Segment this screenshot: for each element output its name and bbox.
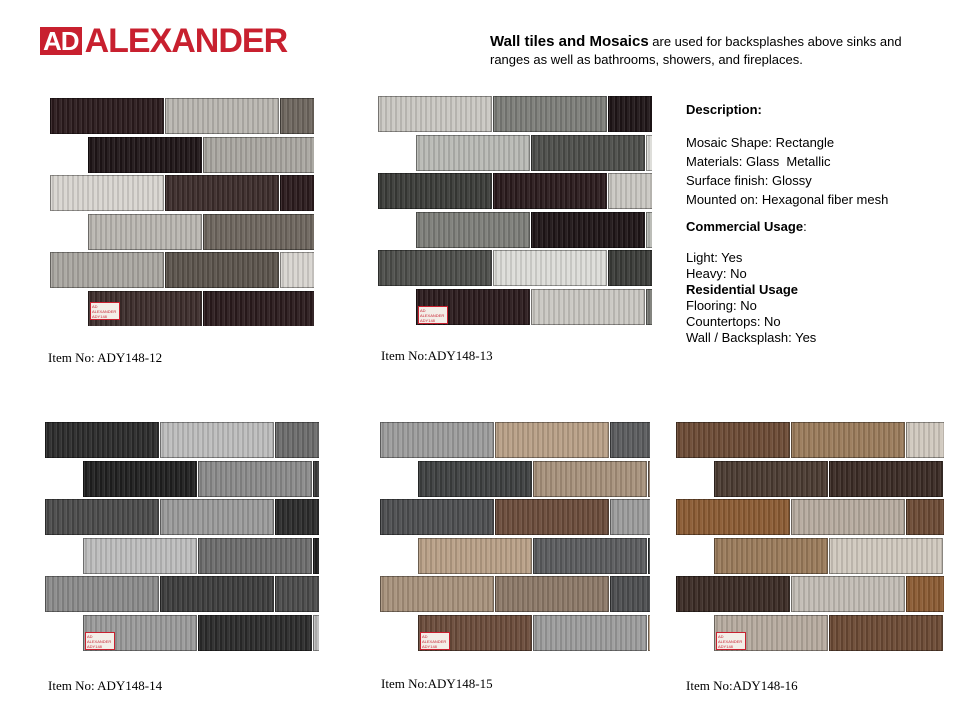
tile-row (378, 250, 652, 288)
tile-row (88, 291, 314, 327)
tile-image-ady148-14 (45, 422, 319, 656)
mosaic-brick (791, 422, 905, 458)
tile-row (714, 461, 944, 499)
tile-row (676, 576, 944, 614)
label-sticker: AD ALEXANDER ADY148 (420, 632, 450, 650)
tile-image-ady148-16 (676, 422, 944, 656)
mosaic-brick (829, 461, 943, 497)
mosaic-brick (198, 538, 312, 574)
mosaic-brick (378, 96, 492, 132)
logo-wordmark: ALEXANDER (84, 22, 288, 60)
tile-image-ady148-12 (50, 98, 314, 326)
mosaic-brick (313, 461, 319, 497)
tile-row (83, 538, 319, 576)
mosaic-brick (280, 98, 314, 134)
item-caption: Item No:ADY148-16 (686, 678, 798, 693)
item-caption: Item No:ADY148-13 (381, 348, 493, 363)
mosaic-brick (50, 252, 164, 288)
mosaic-brick (280, 175, 314, 211)
intro-title: Wall tiles and Mosaics (490, 33, 649, 50)
mosaic-brick (676, 576, 790, 612)
tile-image-ady148-13 (378, 96, 652, 330)
tile-row (45, 576, 319, 614)
mosaic-brick (646, 212, 652, 248)
tile-row (45, 422, 319, 460)
logo-mark: AD (40, 27, 82, 55)
mosaic-brick (610, 576, 650, 612)
mosaic-brick (646, 289, 652, 325)
intro-text (490, 33, 930, 69)
mosaic-brick (275, 576, 319, 612)
mosaic-brick (531, 289, 645, 325)
label-sticker: AD ALEXANDER ADY148 (418, 306, 448, 324)
tile-row (418, 461, 650, 499)
tile-row (418, 538, 650, 576)
mosaic-brick (380, 576, 494, 612)
tile-row (378, 96, 652, 134)
mosaic-brick (646, 135, 652, 171)
tile-row (380, 576, 650, 614)
usage-countertops: Countertops: No (686, 314, 781, 329)
mosaic-brick (160, 499, 274, 535)
mosaic-brick (378, 173, 492, 209)
tile-row (88, 137, 314, 175)
spec-shape: Mosaic Shape: Rectangle (686, 135, 835, 150)
mosaic-brick (495, 422, 609, 458)
mosaic-brick (495, 499, 609, 535)
commercial-heading: Commercial Usage: (686, 219, 807, 234)
spec-finish: Surface finish: Glossy (686, 173, 812, 188)
mosaic-brick (648, 615, 650, 651)
mosaic-brick (313, 615, 319, 651)
mosaic-brick (608, 96, 652, 132)
mosaic-brick (610, 422, 650, 458)
mosaic-brick (416, 135, 530, 171)
mosaic-brick (198, 615, 312, 651)
tile-row (416, 289, 652, 327)
tile-row (676, 499, 944, 537)
mosaic-brick (495, 576, 609, 612)
mosaic-brick (45, 422, 159, 458)
mosaic-brick (829, 538, 943, 574)
mosaic-brick (906, 576, 944, 612)
tile-row (378, 173, 652, 211)
mosaic-brick (648, 461, 650, 497)
label-sticker: AD ALEXANDER ADY148 (85, 632, 115, 650)
tile-row (380, 499, 650, 537)
mosaic-brick (88, 137, 202, 173)
mosaic-brick (608, 250, 652, 286)
mosaic-brick (203, 291, 314, 327)
mosaic-brick (493, 250, 607, 286)
mosaic-brick (676, 499, 790, 535)
mosaic-brick (791, 499, 905, 535)
tile-row (50, 175, 314, 213)
tile-row (714, 615, 944, 653)
item-caption: Item No: ADY148-12 (48, 350, 163, 365)
mosaic-brick (648, 538, 650, 574)
tile-row (45, 499, 319, 537)
item-caption: Item No:ADY148-15 (381, 676, 493, 691)
mosaic-brick (165, 98, 279, 134)
residential-heading: Residential Usage (686, 282, 798, 297)
mosaic-brick (203, 214, 314, 250)
mosaic-brick (608, 173, 652, 209)
mosaic-brick (160, 576, 274, 612)
mosaic-brick (275, 499, 319, 535)
label-sticker: AD ALEXANDER ADY148 (716, 632, 746, 650)
mosaic-brick (418, 461, 532, 497)
tile-row (50, 98, 314, 136)
usage-flooring: Flooring: No (686, 298, 757, 313)
mosaic-brick (906, 422, 944, 458)
mosaic-brick (531, 135, 645, 171)
intro-body: are used for backsplashes above sinks and ranges as well as bathrooms, showers, and fireplaces. (490, 34, 902, 67)
usage-light: Light: Yes (686, 250, 743, 265)
mosaic-brick (165, 175, 279, 211)
mosaic-brick (493, 173, 607, 209)
mosaic-brick (533, 538, 647, 574)
item-caption: Item No: ADY148-14 (48, 678, 163, 693)
mosaic-brick (83, 461, 197, 497)
mosaic-brick (275, 422, 319, 458)
mosaic-brick (313, 538, 319, 574)
tile-row (83, 615, 319, 653)
mosaic-brick (160, 422, 274, 458)
tile-row (416, 212, 652, 250)
description-heading: Description: (686, 102, 762, 117)
tile-row (416, 135, 652, 173)
product-description (686, 100, 946, 346)
mosaic-brick (714, 461, 828, 497)
usage-wall: Wall / Backsplash: Yes (686, 330, 817, 345)
mosaic-brick (418, 538, 532, 574)
tile-row (88, 214, 314, 252)
brand-logo (40, 22, 288, 60)
mosaic-brick (533, 461, 647, 497)
mosaic-brick (50, 175, 164, 211)
mosaic-brick (906, 499, 944, 535)
tile-row (83, 461, 319, 499)
mosaic-brick (165, 252, 279, 288)
mosaic-brick (610, 499, 650, 535)
mosaic-brick (45, 499, 159, 535)
label-sticker: AD ALEXANDER ADY148 (90, 302, 120, 320)
mosaic-brick (416, 212, 530, 248)
mosaic-brick (380, 499, 494, 535)
mosaic-brick (531, 212, 645, 248)
mosaic-brick (829, 615, 943, 651)
tile-image-ady148-15 (380, 422, 650, 656)
mosaic-brick (493, 96, 607, 132)
tile-row (676, 422, 944, 460)
mosaic-brick (88, 214, 202, 250)
tile-row (50, 252, 314, 290)
mosaic-brick (676, 422, 790, 458)
mosaic-brick (378, 250, 492, 286)
tile-row (714, 538, 944, 576)
spec-materials: Materials: Glass Metallic (686, 154, 831, 169)
mosaic-brick (791, 576, 905, 612)
mosaic-brick (280, 252, 314, 288)
mosaic-brick (714, 538, 828, 574)
tile-row (418, 615, 650, 653)
mosaic-brick (198, 461, 312, 497)
tile-row (380, 422, 650, 460)
mosaic-brick (380, 422, 494, 458)
mosaic-brick (50, 98, 164, 134)
mosaic-brick (45, 576, 159, 612)
spec-mounted: Mounted on: Hexagonal fiber mesh (686, 192, 889, 207)
mosaic-brick (83, 538, 197, 574)
usage-heavy: Heavy: No (686, 266, 747, 281)
mosaic-brick (533, 615, 647, 651)
mosaic-brick (203, 137, 314, 173)
